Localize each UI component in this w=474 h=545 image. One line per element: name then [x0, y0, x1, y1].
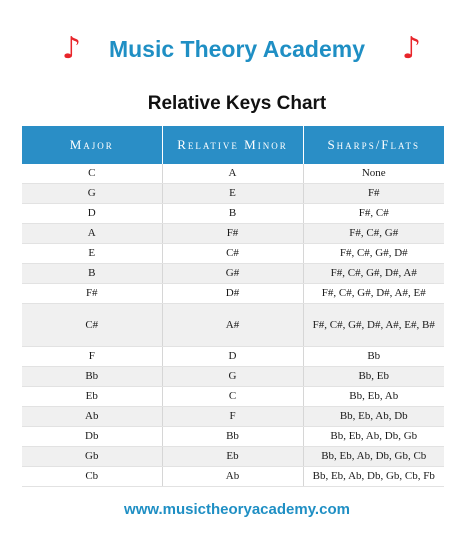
brand-header: [0, 30, 474, 70]
table-row: [22, 164, 444, 184]
relative-keys-table: [22, 126, 444, 487]
accidentals-cell: F#, C#, G#, D#, A#: [303, 264, 444, 284]
accidentals-cell: None: [303, 164, 444, 184]
accidentals-cell: F#, C#, G#, D#, A#, E#: [303, 284, 444, 304]
table-row: [22, 387, 444, 407]
accidentals-cell: Bb, Eb, Ab, Db, Gb, Cb: [303, 447, 444, 467]
relative-minor-cell: F#: [162, 224, 303, 244]
relative-minor-cell: G: [162, 367, 303, 387]
table-row: [22, 467, 444, 487]
table-row: [22, 447, 444, 467]
table-row: [22, 264, 444, 284]
major-key-cell: Bb: [22, 367, 162, 387]
relative-minor-cell: A: [162, 164, 303, 184]
accidentals-cell: F#, C#, G#, D#: [303, 244, 444, 264]
music-note-icon: ♪: [402, 31, 422, 66]
table-row: [22, 244, 444, 264]
table-row: [22, 427, 444, 447]
table-row: [22, 184, 444, 204]
table-header-row: [22, 126, 444, 164]
major-key-cell: E: [22, 244, 162, 264]
accidentals-cell: Bb, Eb: [303, 367, 444, 387]
accidentals-cell: F#, C#, G#: [303, 224, 444, 244]
relative-minor-cell: E: [162, 184, 303, 204]
table-row: [22, 407, 444, 427]
relative-minor-cell: C#: [162, 244, 303, 264]
major-key-cell: Gb: [22, 447, 162, 467]
relative-minor-cell: A#: [162, 304, 303, 347]
relative-minor-cell: Bb: [162, 427, 303, 447]
relative-minor-cell: Eb: [162, 447, 303, 467]
relative-minor-cell: C: [162, 387, 303, 407]
accidentals-cell: Bb: [303, 347, 444, 367]
table-row: [22, 204, 444, 224]
major-key-cell: Eb: [22, 387, 162, 407]
column-header-relative-minor: Relative Minor: [162, 126, 303, 164]
table-row: [22, 347, 444, 367]
table-row: [22, 304, 444, 347]
major-key-cell: F#: [22, 284, 162, 304]
accidentals-cell: F#, C#, G#, D#, A#, E#, B#: [303, 304, 444, 347]
brand-title: Music Theory Academy: [108, 36, 366, 62]
relative-minor-cell: D: [162, 347, 303, 367]
accidentals-cell: F#, C#: [303, 204, 444, 224]
major-key-cell: Db: [22, 427, 162, 447]
accidentals-cell: Bb, Eb, Ab: [303, 387, 444, 407]
relative-minor-cell: G#: [162, 264, 303, 284]
column-header-sharps-flats: Sharps/Flats: [303, 126, 444, 164]
major-key-cell: Cb: [22, 467, 162, 487]
relative-minor-cell: D#: [162, 284, 303, 304]
page-title: Relative Keys Chart: [147, 93, 327, 114]
major-key-cell: C#: [22, 304, 162, 347]
table-row: [22, 224, 444, 244]
relative-minor-cell: B: [162, 204, 303, 224]
accidentals-cell: F#: [303, 184, 444, 204]
table-row: [22, 367, 444, 387]
table-row: [22, 284, 444, 304]
major-key-cell: A: [22, 224, 162, 244]
major-key-cell: F: [22, 347, 162, 367]
major-key-cell: C: [22, 164, 162, 184]
major-key-cell: Ab: [22, 407, 162, 427]
accidentals-cell: Bb, Eb, Ab, Db, Gb, Cb, Fb: [303, 467, 444, 487]
major-key-cell: B: [22, 264, 162, 284]
website-link[interactable]: www.musictheoryacademy.com: [124, 501, 350, 518]
accidentals-cell: Bb, Eb, Ab, Db: [303, 407, 444, 427]
column-header-major: Major: [22, 126, 162, 164]
major-key-cell: D: [22, 204, 162, 224]
relative-minor-cell: F: [162, 407, 303, 427]
accidentals-cell: Bb, Eb, Ab, Db, Gb: [303, 427, 444, 447]
major-key-cell: G: [22, 184, 162, 204]
music-note-icon: ♪: [62, 31, 82, 66]
relative-minor-cell: Ab: [162, 467, 303, 487]
